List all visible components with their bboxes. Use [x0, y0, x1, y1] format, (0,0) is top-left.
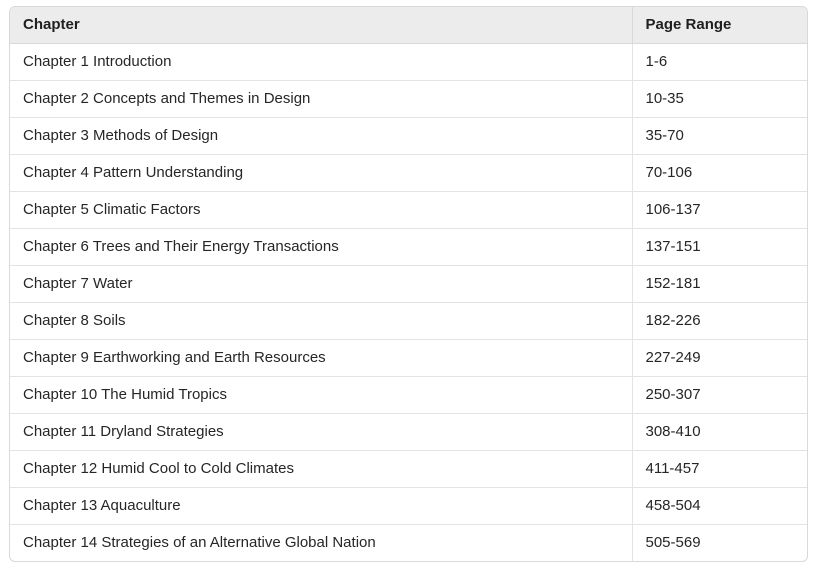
- page-range-cell: 505-569: [632, 524, 807, 561]
- table-row: [10, 524, 807, 561]
- chapter-cell: Chapter 4 Pattern Understanding: [10, 154, 632, 191]
- table-row: [10, 228, 807, 265]
- table-row: [10, 450, 807, 487]
- table-row: [10, 154, 807, 191]
- table-row: [10, 43, 807, 80]
- page-range-cell: 411-457: [632, 450, 807, 487]
- chapter-table: [9, 6, 808, 562]
- chapter-cell: Chapter 6 Trees and Their Energy Transactions: [10, 228, 632, 265]
- chapter-cell: Chapter 5 Climatic Factors: [10, 191, 632, 228]
- page-range-cell: 152-181: [632, 265, 807, 302]
- table-row: [10, 376, 807, 413]
- chapter-cell: Chapter 8 Soils: [10, 302, 632, 339]
- table-row: [10, 80, 807, 117]
- table-row: [10, 191, 807, 228]
- page-range-cell: 106-137: [632, 191, 807, 228]
- page-range-cell: 227-249: [632, 339, 807, 376]
- page-range-cell: 35-70: [632, 117, 807, 154]
- chapter-cell: Chapter 3 Methods of Design: [10, 117, 632, 154]
- chapter-cell: Chapter 14 Strategies of an Alternative Global Nation: [10, 524, 632, 561]
- page-range-cell: 308-410: [632, 413, 807, 450]
- chapter-cell: Chapter 11 Dryland Strategies: [10, 413, 632, 450]
- table-row: [10, 302, 807, 339]
- page-range-cell: 250-307: [632, 376, 807, 413]
- table-row: [10, 413, 807, 450]
- column-header-chapter: Chapter: [10, 7, 632, 43]
- chapter-cell: Chapter 10 The Humid Tropics: [10, 376, 632, 413]
- chapter-cell: Chapter 9 Earthworking and Earth Resources: [10, 339, 632, 376]
- page-range-cell: 182-226: [632, 302, 807, 339]
- chapter-cell: Chapter 7 Water: [10, 265, 632, 302]
- chapter-cell: Chapter 1 Introduction: [23, 53, 172, 70]
- chapter-cell: Chapter 2 Concepts and Themes in Design: [10, 80, 632, 117]
- table-row: [10, 487, 807, 524]
- page-range-cell: 458-504: [632, 487, 807, 524]
- table-row: [10, 265, 807, 302]
- page-range-cell: 137-151: [632, 228, 807, 265]
- table-row: [10, 339, 807, 376]
- table-header: [10, 7, 807, 43]
- page-range-cell: 1-6: [632, 43, 807, 80]
- page-range-cell: 70-106: [632, 154, 807, 191]
- chapter-cell: Chapter 13 Aquaculture: [10, 487, 632, 524]
- table-row: [10, 117, 807, 154]
- chapter-cell: Chapter 12 Humid Cool to Cold Climates: [10, 450, 632, 487]
- chapter-page-range-table: [10, 7, 807, 561]
- page-range-cell: 10-35: [632, 80, 807, 117]
- header-row: [10, 7, 807, 43]
- column-header-page-range: Page Range: [632, 7, 807, 43]
- table-body: [10, 43, 807, 561]
